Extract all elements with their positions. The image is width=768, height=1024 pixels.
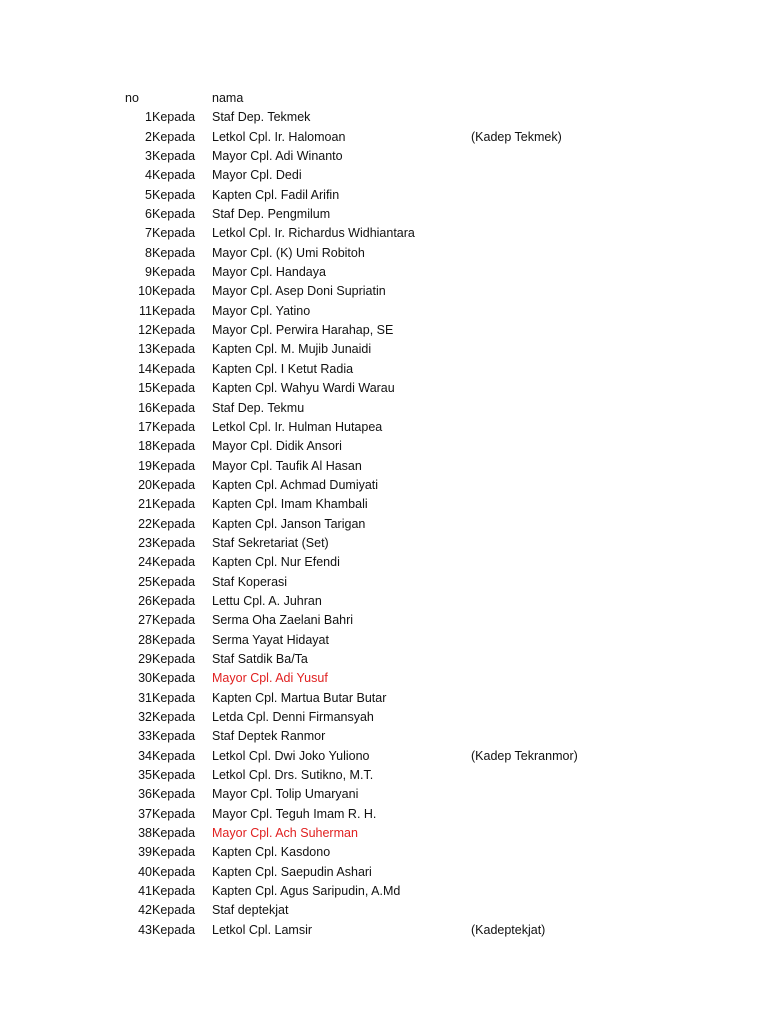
row-nama: Serma Yayat Hidayat: [212, 632, 329, 647]
row-nama: Staf Satdik Ba/Ta: [212, 651, 308, 666]
row-number: 6: [145, 207, 152, 222]
row-number: 15: [138, 381, 152, 396]
row-nama: Kapten Cpl. M. Mujib Junaidi: [212, 342, 372, 357]
row-kepada: Kepada: [152, 671, 196, 686]
row-nama: Kapten Cpl. Martua Butar Butar: [212, 690, 387, 705]
row-kepada: Kepada: [152, 516, 196, 531]
row-number: 7: [145, 226, 152, 241]
row-nama: Kapten Cpl. Agus Saripudin, A.Md: [212, 884, 401, 899]
row-kepada: Kepada: [152, 729, 196, 744]
table-row: [0, 689, 768, 708]
row-note: (Kadep Tekranmor): [471, 748, 578, 763]
table-body: [0, 108, 768, 940]
row-number: 5: [145, 187, 152, 202]
table-row: [0, 824, 768, 843]
row-number: 37: [138, 806, 152, 821]
row-number: 2: [145, 129, 152, 144]
table-row: [0, 611, 768, 630]
row-nama: Mayor Cpl. Adi Yusuf: [212, 671, 328, 686]
row-number: 3: [145, 149, 152, 164]
row-number: 18: [138, 439, 152, 454]
row-kepada: Kepada: [152, 651, 196, 666]
spreadsheet-sheet: [0, 89, 768, 940]
row-kepada: Kepada: [152, 922, 196, 937]
row-number: 24: [138, 555, 152, 570]
row-number: 8: [145, 245, 152, 260]
row-kepada: Kepada: [152, 690, 196, 705]
row-kepada: Kepada: [152, 323, 196, 338]
row-number: 17: [138, 419, 152, 434]
table-row: [0, 747, 768, 766]
table-row: [0, 901, 768, 920]
row-kepada: Kepada: [152, 903, 196, 918]
row-nama: Lettu Cpl. A. Juhran: [212, 593, 322, 608]
table-row: [0, 302, 768, 321]
table-row: [0, 766, 768, 785]
row-kepada: Kepada: [152, 555, 196, 570]
table-row: [0, 437, 768, 456]
table-row: [0, 147, 768, 166]
table-row: [0, 495, 768, 514]
row-number: 1: [145, 110, 152, 125]
table-row: [0, 785, 768, 804]
row-nama: Kapten Cpl. Fadil Arifin: [212, 187, 340, 202]
row-number: 28: [138, 632, 152, 647]
row-number: 35: [138, 768, 152, 783]
row-number: 14: [138, 361, 152, 376]
table-row: [0, 263, 768, 282]
row-kepada: Kepada: [152, 806, 196, 821]
row-number: 34: [138, 748, 152, 763]
table-row: [0, 592, 768, 611]
row-nama: Letkol Cpl. Ir. Richardus Widhiantara: [212, 226, 415, 241]
table-row: [0, 843, 768, 862]
table-row: [0, 727, 768, 746]
row-kepada: Kepada: [152, 574, 196, 589]
row-kepada: Kepada: [152, 149, 196, 164]
row-number: 31: [138, 690, 152, 705]
row-nama: Kapten Cpl. Achmad Dumiyati: [212, 477, 379, 492]
table-row: [0, 573, 768, 592]
row-number: 10: [138, 284, 152, 299]
row-nama: Kapten Cpl. Kasdono: [212, 845, 331, 860]
header-nama: nama: [212, 91, 244, 105]
row-number: 25: [138, 574, 152, 589]
row-nama: Kapten Cpl. Imam Khambali: [212, 497, 368, 512]
table-row: [0, 708, 768, 727]
row-number: 13: [138, 342, 152, 357]
row-number: 36: [138, 787, 152, 802]
row-kepada: Kepada: [152, 768, 196, 783]
row-kepada: Kepada: [152, 129, 196, 144]
row-kepada: Kepada: [152, 226, 196, 241]
row-kepada: Kepada: [152, 361, 196, 376]
table-row: [0, 534, 768, 553]
table-row: [0, 399, 768, 418]
row-nama: Staf Koperasi: [212, 574, 288, 589]
row-kepada: Kepada: [152, 187, 196, 202]
row-number: 42: [138, 903, 152, 918]
row-kepada: Kepada: [152, 458, 196, 473]
table-row: [0, 476, 768, 495]
row-kepada: Kepada: [152, 207, 196, 222]
row-kepada: Kepada: [152, 284, 196, 299]
row-number: 23: [138, 535, 152, 550]
row-kepada: Kepada: [152, 748, 196, 763]
table-row: [0, 166, 768, 185]
row-nama: Mayor Cpl. Asep Doni Supriatin: [212, 284, 386, 299]
table-row: [0, 863, 768, 882]
table-row: [0, 921, 768, 940]
row-nama: Staf Dep. Tekmek: [212, 110, 311, 125]
row-nama: Staf Dep. Pengmilum: [212, 207, 331, 222]
row-kepada: Kepada: [152, 864, 196, 879]
row-nama: Staf Dep. Tekmu: [212, 400, 305, 415]
row-number: 40: [138, 864, 152, 879]
row-number: 4: [145, 168, 152, 183]
row-nama: Kapten Cpl. Saepudin Ashari: [212, 864, 372, 879]
table-row: [0, 418, 768, 437]
row-kepada: Kepada: [152, 303, 196, 318]
row-number: 12: [138, 323, 152, 338]
row-number: 43: [138, 922, 152, 937]
row-number: 19: [138, 458, 152, 473]
table-row: [0, 515, 768, 534]
table-row: [0, 379, 768, 398]
row-number: 30: [138, 671, 152, 686]
row-nama: Mayor Cpl. Didik Ansori: [212, 439, 342, 454]
table-row: [0, 669, 768, 688]
row-nama: Letkol Cpl. Dwi Joko Yuliono: [212, 748, 370, 763]
row-kepada: Kepada: [152, 245, 196, 260]
row-kepada: Kepada: [152, 787, 196, 802]
row-nama: Mayor Cpl. Adi Winanto: [212, 149, 343, 164]
row-nama: Mayor Cpl. (K) Umi Robitoh: [212, 245, 365, 260]
row-nama: Letkol Cpl. Ir. Halomoan: [212, 129, 346, 144]
table-row: [0, 631, 768, 650]
table-row: [0, 321, 768, 340]
row-kepada: Kepada: [152, 110, 196, 125]
row-kepada: Kepada: [152, 593, 196, 608]
row-number: 27: [138, 613, 152, 628]
row-number: 38: [138, 826, 152, 841]
row-kepada: Kepada: [152, 497, 196, 512]
row-nama: Mayor Cpl. Yatino: [212, 303, 311, 318]
row-number: 20: [138, 477, 152, 492]
table-row: [0, 224, 768, 243]
row-nama: Staf Sekretariat (Set): [212, 535, 329, 550]
row-kepada: Kepada: [152, 710, 196, 724]
table-row: [0, 882, 768, 901]
row-nama: Mayor Cpl. Taufik Al Hasan: [212, 458, 362, 473]
row-kepada: Kepada: [152, 439, 196, 454]
row-kepada: Kepada: [152, 419, 196, 434]
row-nama: Mayor Cpl. Perwira Harahap, SE: [212, 323, 394, 338]
row-nama: Letkol Cpl. Lamsir: [212, 922, 313, 937]
row-number: 22: [138, 516, 152, 531]
row-kepada: Kepada: [152, 342, 196, 357]
row-kepada: Kepada: [152, 826, 196, 841]
row-nama: Kapten Cpl. Nur Efendi: [212, 555, 340, 570]
row-kepada: Kepada: [152, 845, 196, 860]
table-row: [0, 457, 768, 476]
row-number: 41: [138, 884, 152, 899]
row-kepada: Kepada: [152, 265, 196, 280]
row-kepada: Kepada: [152, 613, 196, 628]
row-nama: Staf deptekjat: [212, 903, 289, 918]
row-nama: Mayor Cpl. Tolip Umaryani: [212, 787, 359, 802]
table-row: [0, 805, 768, 824]
row-kepada: Kepada: [152, 477, 196, 492]
row-nama: Kapten Cpl. Janson Tarigan: [212, 516, 366, 531]
row-kepada: Kepada: [152, 400, 196, 415]
row-nama: Mayor Cpl. Teguh Imam R. H.: [212, 806, 377, 821]
row-kepada: Kepada: [152, 535, 196, 550]
table-row: [0, 128, 768, 147]
row-note: (Kadep Tekmek): [471, 129, 562, 144]
row-nama: Letda Cpl. Denni Firmansyah: [212, 710, 374, 724]
row-number: 29: [138, 651, 152, 666]
table-row: [0, 360, 768, 379]
row-nama: Mayor Cpl. Handaya: [212, 265, 326, 280]
row-kepada: Kepada: [152, 884, 196, 899]
row-nama: Serma Oha Zaelani Bahri: [212, 613, 354, 628]
table-row: [0, 186, 768, 205]
header-no: no: [125, 91, 139, 105]
row-nama: Kapten Cpl. I Ketut Radia: [212, 361, 354, 376]
table-row: [0, 553, 768, 572]
header-row: [0, 89, 768, 108]
row-kepada: Kepada: [152, 632, 196, 647]
row-nama: Mayor Cpl. Ach Suherman: [212, 826, 358, 841]
table-row: [0, 340, 768, 359]
table-row: [0, 108, 768, 127]
row-number: 9: [145, 265, 152, 280]
row-nama: Letkol Cpl. Ir. Hulman Hutapea: [212, 419, 383, 434]
row-nama: Mayor Cpl. Dedi: [212, 168, 302, 183]
table-row: [0, 650, 768, 669]
row-number: 33: [138, 729, 152, 744]
row-number: 26: [138, 593, 152, 608]
table-row: [0, 244, 768, 263]
row-nama: Letkol Cpl. Drs. Sutikno, M.T.: [212, 768, 374, 783]
row-kepada: Kepada: [152, 168, 196, 183]
row-number: 21: [138, 497, 152, 512]
row-number: 16: [138, 400, 152, 415]
row-nama: Kapten Cpl. Wahyu Wardi Warau: [212, 381, 395, 396]
table-row: [0, 205, 768, 224]
row-number: 11: [139, 303, 152, 318]
row-nama: Staf Deptek Ranmor: [212, 729, 326, 744]
row-kepada: Kepada: [152, 381, 196, 396]
row-number: 32: [138, 710, 152, 724]
table-row: [0, 282, 768, 301]
row-note: (Kadeptekjat): [471, 922, 546, 937]
row-number: 39: [138, 845, 152, 860]
